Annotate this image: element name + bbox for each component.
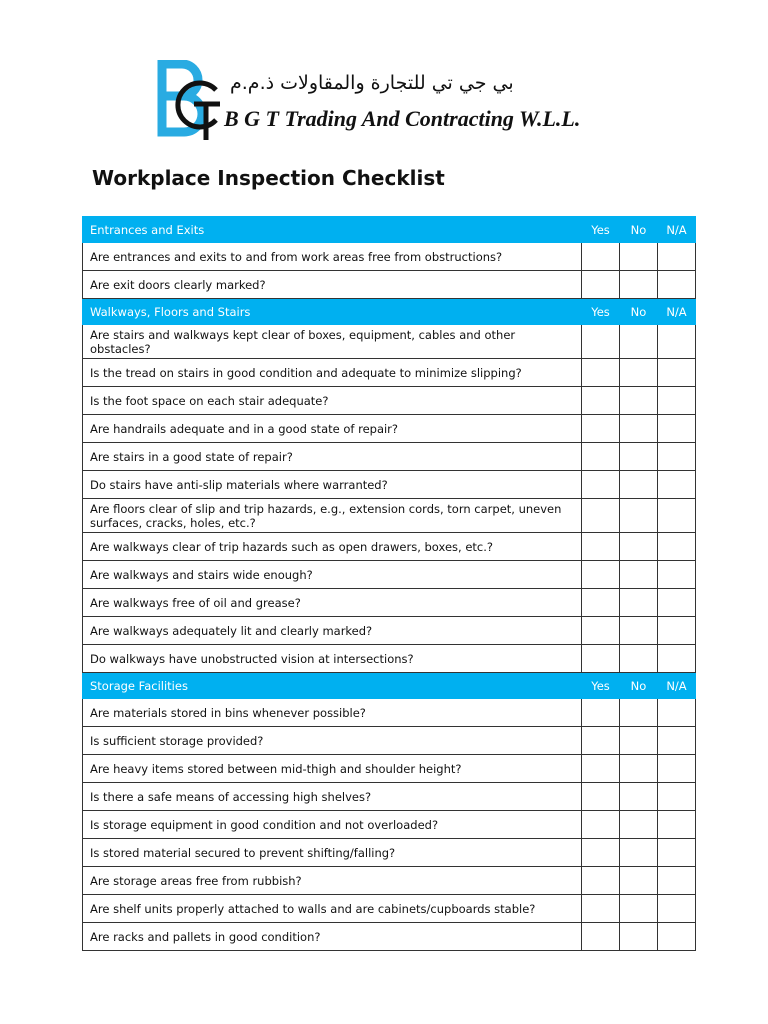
checklist-row <box>83 811 696 839</box>
answer-cell-na[interactable] <box>658 499 696 533</box>
checklist-row <box>83 471 696 499</box>
checklist-row <box>83 699 696 727</box>
answer-cell-no[interactable] <box>620 783 658 811</box>
answer-cell-no[interactable] <box>620 699 658 727</box>
checklist-question: Are walkways and stairs wide enough? <box>83 561 582 589</box>
checklist-question: Are walkways clear of trip hazards such as open drawers, boxes, etc.? <box>83 533 582 561</box>
answer-cell-yes[interactable] <box>582 727 620 755</box>
bgt-logo-icon <box>156 60 226 144</box>
company-name: B G T Trading And Contracting W.L.L. <box>224 106 581 131</box>
checklist-row <box>83 923 696 951</box>
company-logo-banner <box>150 56 630 146</box>
column-header-yes: Yes <box>582 299 620 325</box>
answer-cell-na[interactable] <box>658 387 696 415</box>
answer-cell-no[interactable] <box>620 387 658 415</box>
answer-cell-no[interactable] <box>620 499 658 533</box>
checklist-row <box>83 443 696 471</box>
column-header-yes: Yes <box>582 217 620 243</box>
answer-cell-na[interactable] <box>658 471 696 499</box>
answer-cell-yes[interactable] <box>582 811 620 839</box>
checklist-question: Is stored material secured to prevent shifting/falling? <box>83 839 582 867</box>
section-title: Storage Facilities <box>83 673 582 699</box>
answer-cell-yes[interactable] <box>582 243 620 271</box>
answer-cell-no[interactable] <box>620 645 658 673</box>
section-header-row <box>83 217 696 243</box>
checklist-row <box>83 867 696 895</box>
answer-cell-no[interactable] <box>620 867 658 895</box>
checklist-row <box>83 533 696 561</box>
checklist-question: Do stairs have anti-slip materials where warranted? <box>83 471 582 499</box>
answer-cell-no[interactable] <box>620 923 658 951</box>
checklist-question: Do walkways have unobstructed vision at intersections? <box>83 645 582 673</box>
checklist-question: Are handrails adequate and in a good state of repair? <box>83 415 582 443</box>
answer-cell-no[interactable] <box>620 617 658 645</box>
answer-cell-yes[interactable] <box>582 271 620 299</box>
answer-cell-na[interactable] <box>658 533 696 561</box>
checklist-row <box>83 499 696 533</box>
checklist-row <box>83 617 696 645</box>
answer-cell-yes[interactable] <box>582 443 620 471</box>
answer-cell-na[interactable] <box>658 867 696 895</box>
answer-cell-yes[interactable] <box>582 755 620 783</box>
section-title: Walkways, Floors and Stairs <box>83 299 582 325</box>
answer-cell-yes[interactable] <box>582 923 620 951</box>
checklist-question: Are walkways adequately lit and clearly marked? <box>83 617 582 645</box>
answer-cell-na[interactable] <box>658 617 696 645</box>
answer-cell-no[interactable] <box>620 755 658 783</box>
checklist-question: Are stairs and walkways kept clear of boxes, equipment, cables and other obstacles? <box>83 325 582 359</box>
answer-cell-na[interactable] <box>658 243 696 271</box>
answer-cell-yes[interactable] <box>582 387 620 415</box>
answer-cell-na[interactable] <box>658 415 696 443</box>
checklist-question: Are shelf units properly attached to walls and are cabinets/cupboards stable? <box>83 895 582 923</box>
section-header-row <box>83 673 696 699</box>
answer-cell-yes[interactable] <box>582 589 620 617</box>
checklist-question: Are stairs in a good state of repair? <box>83 443 582 471</box>
checklist-question: Are entrances and exits to and from work areas free from obstructions? <box>83 243 582 271</box>
answer-cell-yes[interactable] <box>582 783 620 811</box>
column-header-na: N/A <box>658 673 696 699</box>
checklist-question: Is the foot space on each stair adequate? <box>83 387 582 415</box>
checklist-row <box>83 359 696 387</box>
checklist-question: Are materials stored in bins whenever possible? <box>83 699 582 727</box>
answer-cell-no[interactable] <box>620 359 658 387</box>
checklist-question: Is sufficient storage provided? <box>83 727 582 755</box>
column-header-no: No <box>620 299 658 325</box>
answer-cell-na[interactable] <box>658 895 696 923</box>
answer-cell-yes[interactable] <box>582 415 620 443</box>
answer-cell-yes[interactable] <box>582 561 620 589</box>
answer-cell-no[interactable] <box>620 271 658 299</box>
answer-cell-yes[interactable] <box>582 645 620 673</box>
checklist-row <box>83 839 696 867</box>
checklist-row <box>83 645 696 673</box>
checklist-row <box>83 589 696 617</box>
answer-cell-na[interactable] <box>658 271 696 299</box>
checklist-question: Are floors clear of slip and trip hazards, e.g., extension cords, torn carpet, uneven surfaces, cracks, holes, etc.? <box>83 499 582 533</box>
answer-cell-na[interactable] <box>658 783 696 811</box>
answer-cell-no[interactable] <box>620 443 658 471</box>
answer-cell-no[interactable] <box>620 533 658 561</box>
section-header-row <box>83 299 696 325</box>
answer-cell-yes[interactable] <box>582 325 620 359</box>
answer-cell-na[interactable] <box>658 923 696 951</box>
answer-cell-no[interactable] <box>620 895 658 923</box>
answer-cell-na[interactable] <box>658 443 696 471</box>
column-header-na: N/A <box>658 299 696 325</box>
checklist-row <box>83 415 696 443</box>
column-header-no: No <box>620 673 658 699</box>
answer-cell-yes[interactable] <box>582 499 620 533</box>
answer-cell-no[interactable] <box>620 415 658 443</box>
answer-cell-yes[interactable] <box>582 617 620 645</box>
answer-cell-na[interactable] <box>658 839 696 867</box>
checklist-row <box>83 243 696 271</box>
answer-cell-no[interactable] <box>620 839 658 867</box>
answer-cell-na[interactable] <box>658 325 696 359</box>
checklist-question: Is storage equipment in good condition and not overloaded? <box>83 811 582 839</box>
answer-cell-yes[interactable] <box>582 471 620 499</box>
checklist-question: Is there a safe means of accessing high shelves? <box>83 783 582 811</box>
checklist-question: Are walkways free of oil and grease? <box>83 589 582 617</box>
checklist-row <box>83 755 696 783</box>
answer-cell-na[interactable] <box>658 561 696 589</box>
answer-cell-no[interactable] <box>620 325 658 359</box>
checklist-row <box>83 895 696 923</box>
answer-cell-na[interactable] <box>658 727 696 755</box>
answer-cell-yes[interactable] <box>582 867 620 895</box>
answer-cell-na[interactable] <box>658 645 696 673</box>
column-header-yes: Yes <box>582 673 620 699</box>
checklist-row <box>83 561 696 589</box>
inspection-checklist-table <box>82 216 696 951</box>
answer-cell-yes[interactable] <box>582 359 620 387</box>
checklist-question: Are storage areas free from rubbish? <box>83 867 582 895</box>
answer-cell-no[interactable] <box>620 589 658 617</box>
checklist-row <box>83 727 696 755</box>
checklist-question: Are racks and pallets in good condition? <box>83 923 582 951</box>
checklist-question: Is the tread on stairs in good condition and adequate to minimize slipping? <box>83 359 582 387</box>
answer-cell-no[interactable] <box>620 471 658 499</box>
checklist-row <box>83 387 696 415</box>
answer-cell-no[interactable] <box>620 811 658 839</box>
page-title: Workplace Inspection Checklist <box>92 166 445 190</box>
checklist-question: Are heavy items stored between mid-thigh and shoulder height? <box>83 755 582 783</box>
answer-cell-yes[interactable] <box>582 895 620 923</box>
checklist-row <box>83 271 696 299</box>
answer-cell-yes[interactable] <box>582 839 620 867</box>
answer-cell-no[interactable] <box>620 727 658 755</box>
answer-cell-no[interactable] <box>620 243 658 271</box>
checklist-row <box>83 325 696 359</box>
answer-cell-no[interactable] <box>620 561 658 589</box>
checklist-row <box>83 783 696 811</box>
answer-cell-na[interactable] <box>658 811 696 839</box>
column-header-na: N/A <box>658 217 696 243</box>
answer-cell-na[interactable] <box>658 359 696 387</box>
answer-cell-yes[interactable] <box>582 533 620 561</box>
answer-cell-na[interactable] <box>658 755 696 783</box>
checklist-question: Are exit doors clearly marked? <box>83 271 582 299</box>
column-header-no: No <box>620 217 658 243</box>
section-title: Entrances and Exits <box>83 217 582 243</box>
answer-cell-yes[interactable] <box>582 699 620 727</box>
answer-cell-na[interactable] <box>658 589 696 617</box>
answer-cell-na[interactable] <box>658 699 696 727</box>
company-name-arabic: بي جي تي للتجارة والمقاولات ذ.م.م <box>230 72 514 94</box>
